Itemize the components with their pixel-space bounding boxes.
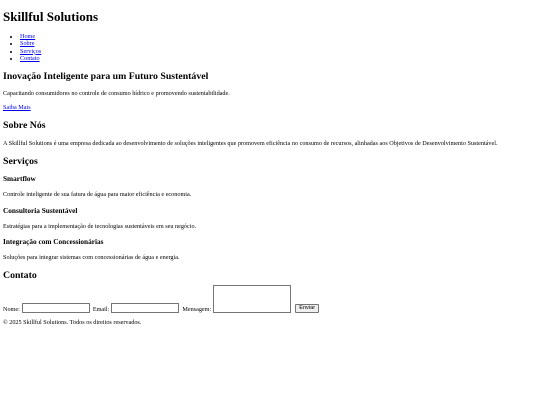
- service-item-consultoria: [3, 207, 537, 231]
- service-title: Consultoria Sustentável: [3, 205, 78, 215]
- service-title: Integração com Concessionárias: [3, 237, 104, 247]
- footer-text: © 2025 Skillful Solutions. Todos os direitos reservados.: [3, 318, 142, 326]
- services-title: Serviços: [3, 155, 38, 167]
- contact-section: [3, 270, 537, 313]
- contact-title: Contato: [3, 269, 37, 281]
- about-section: [3, 120, 537, 148]
- hero-title: Inovação Inteligente para um Futuro Sustentável: [3, 70, 209, 82]
- email-input[interactable]: [111, 303, 179, 313]
- service-text: Controle inteligente de sua fatura de água para maior eficiência e economia.: [3, 191, 192, 199]
- site-footer: [3, 319, 537, 327]
- name-label: Nome:: [3, 305, 20, 313]
- message-label: Mensagem:: [182, 305, 212, 313]
- name-input[interactable]: [22, 303, 90, 313]
- nav-item-servicos: [20, 48, 537, 56]
- nav-link-sobre[interactable]: Sobre: [20, 40, 35, 48]
- page: [0, 9, 540, 326]
- message-textarea[interactable]: [213, 285, 291, 313]
- hero-section: [3, 71, 537, 120]
- email-label: Email:: [92, 305, 110, 313]
- site-title: Skillful Solutions: [3, 9, 99, 24]
- nav-item-contato: [20, 55, 537, 63]
- hero-text: Capacitando consumidores no controle de consumo hídrico e promovendo sustentabilidade.: [3, 89, 230, 97]
- submit-button[interactable]: Enviar: [295, 304, 319, 313]
- service-text: Soluções para integrar sistemas com concessionárias de água e energia.: [3, 254, 180, 262]
- service-title: Smartflow: [3, 174, 36, 184]
- service-item-smartflow: [3, 175, 537, 199]
- nav-link-home[interactable]: Home: [20, 32, 36, 40]
- services-section: [3, 156, 537, 262]
- service-text: Estratégias para a implementação de tecnologias sustentáveis em seu negócio.: [3, 222, 197, 230]
- site-header: [3, 9, 537, 63]
- learn-more-link[interactable]: Saiba Mais: [3, 104, 31, 112]
- nav-link-servicos[interactable]: Serviços: [20, 47, 42, 55]
- nav-link-contato[interactable]: Contato: [20, 55, 40, 63]
- nav-item-home: [20, 33, 537, 41]
- about-text: A Skillful Solutions é uma empresa dedicada ao desenvolvimento de soluções inteligentes que promovem eficiência no consumo de recursos, alinhadas aos Objetivos de Desenvolvimento Sustentável.: [3, 139, 498, 147]
- main-nav: [3, 33, 537, 63]
- contact-form: [3, 285, 537, 313]
- nav-item-sobre: [20, 40, 537, 48]
- about-title: Sobre Nós: [3, 120, 46, 132]
- service-item-integracao: [3, 238, 537, 262]
